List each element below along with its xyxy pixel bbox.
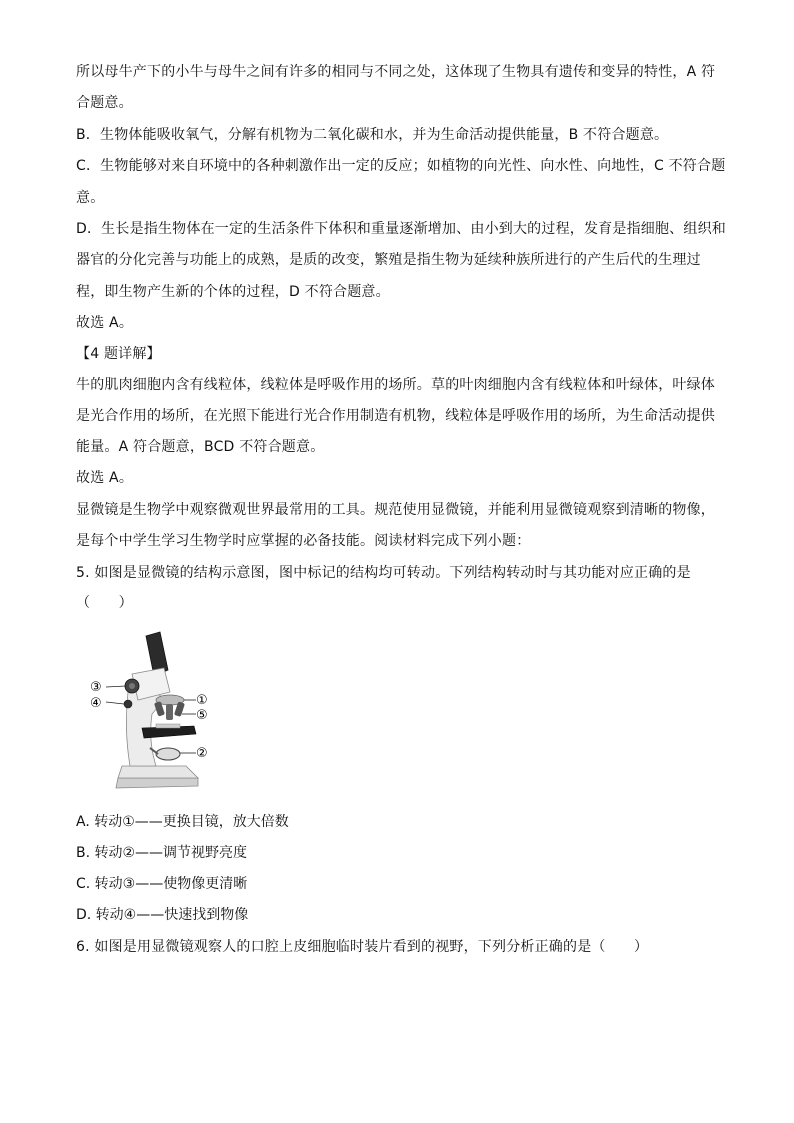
label-2: ② — [196, 746, 208, 761]
section-heading: 【4 题详解】 — [76, 346, 161, 362]
paragraph-line: B．生物体能吸收氧气，分解有机物为二氧化碳和水，并为生命活动提供能量，B 不符合题意。 — [76, 127, 669, 143]
microscope-illustration — [86, 630, 216, 792]
paragraph-line: 所以母牛产下的小牛与母牛之间有许多的相同与不同之处，这体现了生物具有遗传和变异的特性，A 符 — [76, 64, 716, 80]
option-d: D. 转动④——快速找到物像 — [76, 907, 249, 923]
label-3: ③ — [90, 680, 102, 695]
label-4: ④ — [90, 696, 102, 711]
paragraph-line: 是每个中学生学习生物学时应掌握的必备技能。阅读材料完成下列小题： — [76, 533, 531, 549]
paragraph-line: 显微镜是生物学中观察微观世界最常用的工具。规范使用显微镜，并能利用显微镜观察到清晰的物像， — [76, 502, 715, 518]
paragraph-line: 是光合作用的场所，在光照下能进行光合作用制造有机物，线粒体是呼吸作用的场所，为生命活动提供 — [76, 408, 715, 424]
paragraph-line: 故选 A。 — [76, 315, 134, 331]
answer-blank: （ ） — [76, 595, 133, 611]
option-b: B. 转动②——调节视野亮度 — [76, 845, 248, 861]
label-1: ① — [196, 693, 208, 708]
option-c: C. 转动③——使物像更清晰 — [76, 876, 248, 892]
option-a: A. 转动①——更换目镜，放大倍数 — [76, 814, 289, 830]
question-6-stem: 6. 如图是用显微镜观察人的口腔上皮细胞临时装片看到的视野，下列分析正确的是（ ） — [76, 939, 649, 955]
paragraph-line: 器官的分化完善与功能上的成熟，是质的改变，繁殖是指生物为延续种族所进行的产生后代的生理过 — [76, 252, 701, 268]
paragraph-line: 程，即生物产生新的个体的过程，D 不符合题意。 — [76, 284, 390, 300]
microscope-figure — [86, 630, 216, 792]
paragraph-line: 故选 A。 — [76, 470, 134, 486]
label-5: ⑤ — [196, 708, 208, 723]
paragraph-line: 牛的肌肉细胞内含有线粒体，线粒体是呼吸作用的场所。草的叶肉细胞内含有线粒体和叶绿体，叶绿体 — [76, 377, 715, 393]
paragraph-line: 能量。A 符合题意，BCD 不符合题意。 — [76, 439, 325, 455]
paragraph-line: 意。 — [76, 190, 105, 206]
paragraph-line: 合题意。 — [76, 95, 133, 111]
paragraph-line: D．生长是指生物体在一定的生活条件下体积和重量逐渐增加、由小到大的过程，发育是指细胞、组织和 — [76, 221, 726, 237]
question-5-stem: 5. 如图是显微镜的结构示意图，图中标记的结构均可转动。下列结构转动时与其功能对应正确的是 — [76, 565, 691, 581]
paragraph-line: C．生物能够对来自环境中的各种刺激作出一定的反应；如植物的向光性、向水性、向地性，C 不符合题 — [76, 158, 726, 174]
